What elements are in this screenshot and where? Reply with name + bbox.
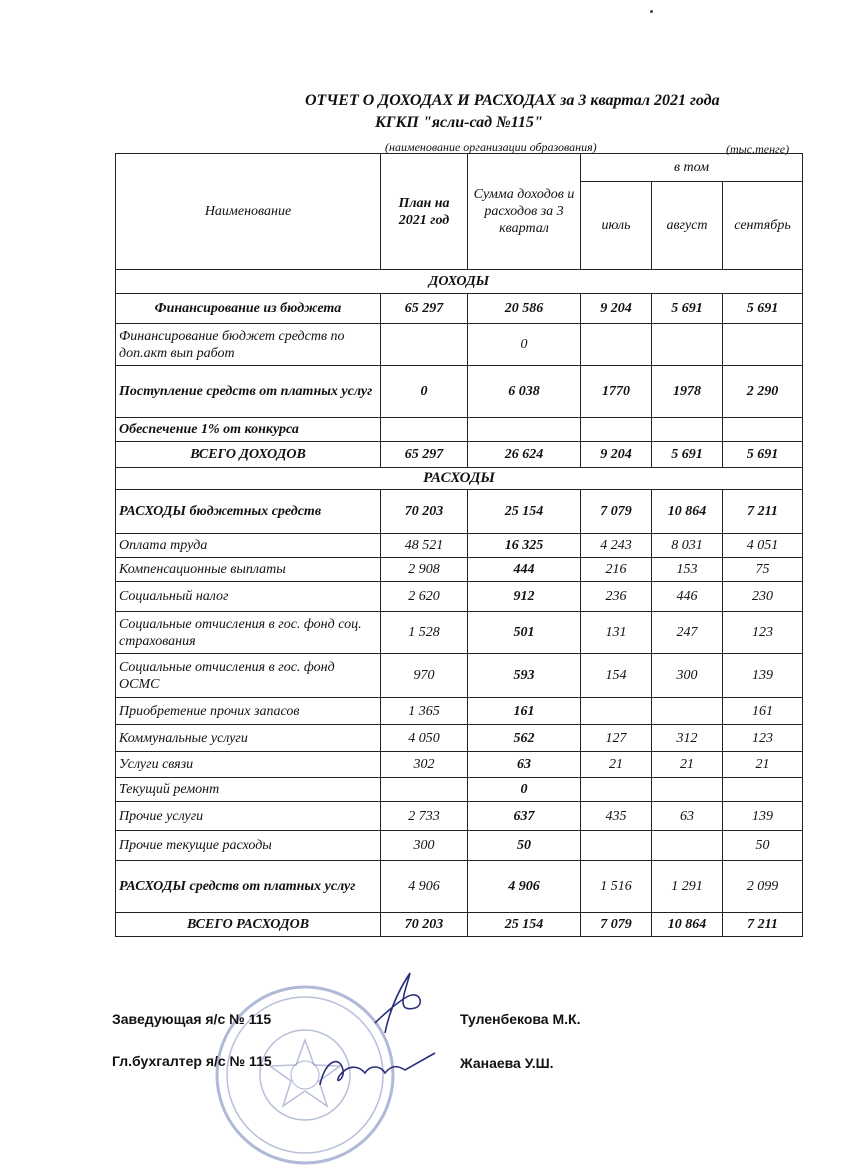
income-row: [116, 442, 803, 468]
expense-row: [116, 861, 803, 913]
expense-row: [116, 490, 803, 534]
expense-name-cell: Услуги связи: [116, 752, 381, 778]
expense-m1-cell: 131: [581, 612, 652, 654]
expense-m2-cell: 10 864: [652, 913, 723, 937]
expense-sum-cell: 63: [468, 752, 581, 778]
head-title: Заведующая я/с № 115: [112, 1011, 272, 1027]
expense-m1-cell: 7 079: [581, 913, 652, 937]
expense-m2-cell: 1 291: [652, 861, 723, 913]
expense-m1-cell: [581, 698, 652, 725]
expense-sum-cell: 16 325: [468, 534, 581, 558]
expense-sum-cell: 25 154: [468, 913, 581, 937]
expense-m2-cell: 446: [652, 582, 723, 612]
income-m1-cell: [581, 418, 652, 442]
expense-plan-cell: 2 620: [381, 582, 468, 612]
expense-row: [116, 654, 803, 698]
unit-caption: (тыс.тенге): [726, 142, 790, 156]
header-july: июль: [581, 182, 652, 270]
expense-sum-cell: 444: [468, 558, 581, 582]
expense-m1-cell: 154: [581, 654, 652, 698]
expense-m3-cell: 230: [723, 582, 803, 612]
expense-m2-cell: 312: [652, 725, 723, 752]
income-section-title: ДОХОДЫ: [116, 270, 803, 294]
income-sum-cell: 20 586: [468, 294, 581, 324]
expense-row: [116, 802, 803, 831]
income-plan-cell: 0: [381, 366, 468, 418]
expense-m1-cell: 4 243: [581, 534, 652, 558]
expense-row: [116, 612, 803, 654]
income-m2-cell: [652, 324, 723, 366]
expense-sum-cell: 50: [468, 831, 581, 861]
accountant-title: Гл.бухгалтер я/с № 115: [112, 1053, 272, 1069]
expense-sum-cell: 562: [468, 725, 581, 752]
expense-plan-cell: 4 906: [381, 861, 468, 913]
expense-m1-cell: 127: [581, 725, 652, 752]
income-m2-cell: 1978: [652, 366, 723, 418]
expense-m3-cell: 139: [723, 802, 803, 831]
expense-m2-cell: 8 031: [652, 534, 723, 558]
expense-row: [116, 778, 803, 802]
expense-m2-cell: 21: [652, 752, 723, 778]
speck: [650, 10, 653, 13]
expense-m3-cell: 139: [723, 654, 803, 698]
expense-plan-cell: 70 203: [381, 490, 468, 534]
expense-m1-cell: 7 079: [581, 490, 652, 534]
expense-m1-cell: 21: [581, 752, 652, 778]
expense-m1-cell: 216: [581, 558, 652, 582]
expense-row: [116, 558, 803, 582]
expense-m2-cell: 63: [652, 802, 723, 831]
expense-m1-cell: [581, 831, 652, 861]
expense-m3-cell: 4 051: [723, 534, 803, 558]
expense-m3-cell: 7 211: [723, 490, 803, 534]
expense-row: [116, 698, 803, 725]
org-caption: (наименование организации образования): [385, 140, 597, 154]
expense-sum-cell: 912: [468, 582, 581, 612]
income-sum-cell: 26 624: [468, 442, 581, 468]
expense-m3-cell: 123: [723, 725, 803, 752]
expense-plan-cell: [381, 778, 468, 802]
organization-name: КГКП "ясли-сад №115": [375, 114, 543, 131]
report-title: ОТЧЕТ О ДОХОДАХ И РАСХОДАХ за 3 квартал 2021 года: [305, 92, 720, 109]
report-table: [115, 153, 803, 937]
expense-m1-cell: 435: [581, 802, 652, 831]
expense-m2-cell: 153: [652, 558, 723, 582]
expense-sum-cell: 501: [468, 612, 581, 654]
expense-name-cell: Социальные отчисления в гос. фонд ОСМС: [116, 654, 381, 698]
expense-row: [116, 725, 803, 752]
income-row: [116, 366, 803, 418]
expense-name-cell: Приобретение прочих запасов: [116, 698, 381, 725]
expense-m1-cell: 1 516: [581, 861, 652, 913]
income-m1-cell: 9 204: [581, 442, 652, 468]
expense-m2-cell: [652, 831, 723, 861]
expense-name-cell: РАСХОДЫ средств от платных услуг: [116, 861, 381, 913]
income-m3-cell: [723, 324, 803, 366]
expense-m3-cell: 7 211: [723, 913, 803, 937]
expense-section-title: РАСХОДЫ: [116, 468, 803, 490]
expense-row: [116, 582, 803, 612]
accountant-name: Жанаева У.Ш.: [460, 1055, 554, 1071]
income-m2-cell: 5 691: [652, 294, 723, 324]
header-september: сентябрь: [723, 182, 803, 270]
expense-m3-cell: 2 099: [723, 861, 803, 913]
income-name-cell: Финансирование бюджет средств по доп.акт вып работ: [116, 324, 381, 366]
expense-row: [116, 913, 803, 937]
expense-name-cell: Коммунальные услуги: [116, 725, 381, 752]
expense-rows: [116, 490, 803, 937]
expense-m1-cell: [581, 778, 652, 802]
header-august: август: [652, 182, 723, 270]
expense-plan-cell: 302: [381, 752, 468, 778]
income-m1-cell: 1770: [581, 366, 652, 418]
income-row: [116, 418, 803, 442]
expense-row: [116, 534, 803, 558]
expense-m2-cell: 247: [652, 612, 723, 654]
expense-name-cell: Компенсационные выплаты: [116, 558, 381, 582]
expense-m3-cell: 50: [723, 831, 803, 861]
expense-plan-cell: 1 528: [381, 612, 468, 654]
expense-plan-cell: 970: [381, 654, 468, 698]
income-m1-cell: [581, 324, 652, 366]
income-sum-cell: 0: [468, 324, 581, 366]
income-name-cell: ВСЕГО ДОХОДОВ: [116, 442, 381, 468]
income-plan-cell: 65 297: [381, 294, 468, 324]
expense-name-cell: РАСХОДЫ бюджетных средств: [116, 490, 381, 534]
expense-plan-cell: 48 521: [381, 534, 468, 558]
expense-m1-cell: 236: [581, 582, 652, 612]
expense-row: [116, 831, 803, 861]
expense-name-cell: Текущий ремонт: [116, 778, 381, 802]
income-m3-cell: 5 691: [723, 442, 803, 468]
income-sum-cell: [468, 418, 581, 442]
head-signature: [365, 968, 435, 1038]
expense-m3-cell: [723, 778, 803, 802]
expense-plan-cell: 2 733: [381, 802, 468, 831]
expense-name-cell: Социальные отчисления в гос. фонд соц. страхования: [116, 612, 381, 654]
expense-plan-cell: 70 203: [381, 913, 468, 937]
header-sum: Сумма доходов и расходов за 3 квартал: [468, 154, 581, 270]
income-m3-cell: [723, 418, 803, 442]
expense-sum-cell: 25 154: [468, 490, 581, 534]
expense-name-cell: Оплата труда: [116, 534, 381, 558]
expense-m3-cell: 75: [723, 558, 803, 582]
income-plan-cell: 65 297: [381, 442, 468, 468]
income-m2-cell: [652, 418, 723, 442]
expense-plan-cell: 2 908: [381, 558, 468, 582]
expense-m2-cell: [652, 778, 723, 802]
income-m3-cell: 5 691: [723, 294, 803, 324]
income-row: [116, 324, 803, 366]
expense-row: [116, 752, 803, 778]
income-name-cell: Поступление средств от платных услуг: [116, 366, 381, 418]
expense-plan-cell: 1 365: [381, 698, 468, 725]
header-plan: План на 2021 год: [381, 154, 468, 270]
header-name: Наименование: [116, 154, 381, 270]
accountant-signature: [315, 1045, 440, 1095]
income-row: [116, 294, 803, 324]
expense-sum-cell: 593: [468, 654, 581, 698]
income-name-cell: Обеспечение 1% от конкурса: [116, 418, 381, 442]
income-m1-cell: 9 204: [581, 294, 652, 324]
header-incl: в том: [581, 154, 803, 182]
expense-name-cell: Прочие услуги: [116, 802, 381, 831]
expense-m2-cell: 300: [652, 654, 723, 698]
income-m2-cell: 5 691: [652, 442, 723, 468]
expense-sum-cell: 0: [468, 778, 581, 802]
expense-name-cell: Социальный налог: [116, 582, 381, 612]
income-m3-cell: 2 290: [723, 366, 803, 418]
income-rows: [116, 294, 803, 468]
expense-name-cell: Прочие текущие расходы: [116, 831, 381, 861]
expense-sum-cell: 4 906: [468, 861, 581, 913]
expense-plan-cell: 300: [381, 831, 468, 861]
expense-m2-cell: 10 864: [652, 490, 723, 534]
head-name: Туленбекова М.К.: [460, 1011, 581, 1027]
expense-sum-cell: 637: [468, 802, 581, 831]
income-sum-cell: 6 038: [468, 366, 581, 418]
expense-m2-cell: [652, 698, 723, 725]
income-plan-cell: [381, 418, 468, 442]
expense-plan-cell: 4 050: [381, 725, 468, 752]
expense-m3-cell: 21: [723, 752, 803, 778]
income-name-cell: Финансирование из бюджета: [116, 294, 381, 324]
expense-m3-cell: 161: [723, 698, 803, 725]
income-plan-cell: [381, 324, 468, 366]
expense-sum-cell: 161: [468, 698, 581, 725]
expense-m3-cell: 123: [723, 612, 803, 654]
expense-name-cell: ВСЕГО РАСХОДОВ: [116, 913, 381, 937]
